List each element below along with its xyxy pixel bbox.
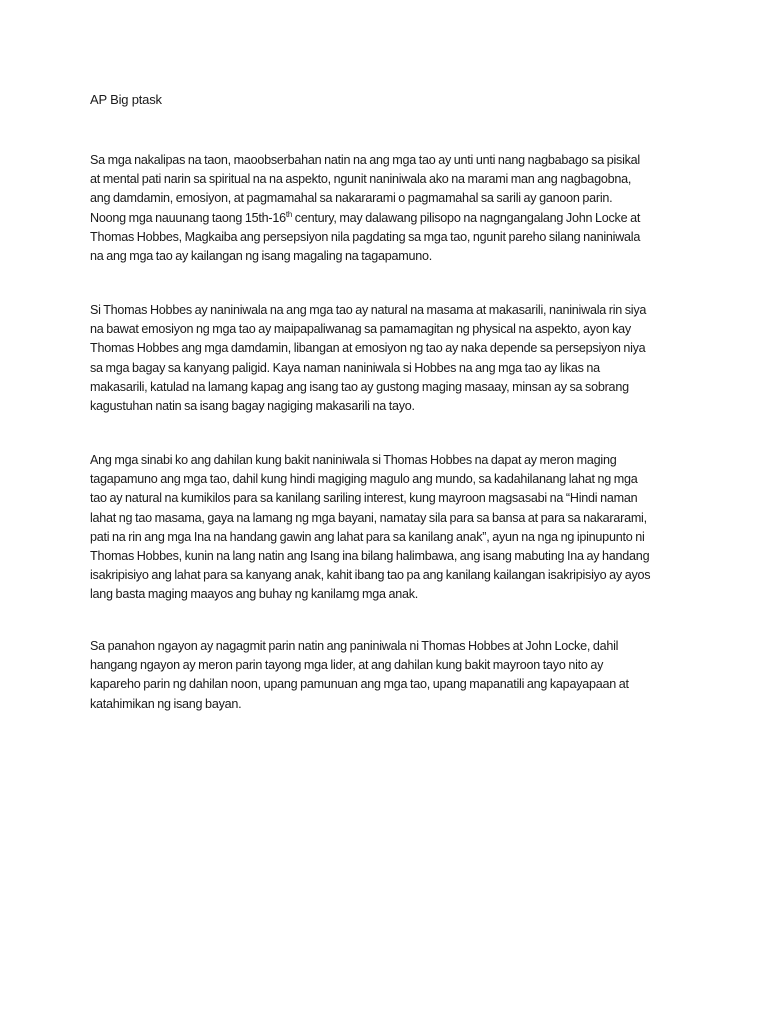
paragraph-line: lang basta maging maayos ang buhay ng kanilamg mga anak. [90,587,419,602]
paragraph-line: tao ay natural na kumikilos para sa kanilang sariling interest, kung mayroon magsasabi na “Hindi naman [90,491,638,506]
paragraph-2 [90,301,690,416]
line-text: Noong mga nauunang taong 15th-16 [90,210,286,225]
paragraph-line: ang damdamin, emosiyon, at pagmamahal sa nakararami o pagmamahal sa sarili ay ganoon parin. [90,191,613,206]
paragraph-line: hangang ngayon ay meron parin tayong mga lider, at ang dahilan kung bakit mayroon tayo nito ay [90,658,604,673]
paragraph-line: katahimikan ng isang bayan. [90,696,242,711]
paragraph-line: na bawat emosiyon ng mga tao ay maipapaliwanag sa pamamagitan ng physical na aspekto, ayon kay [90,322,631,337]
paragraph-line: Si Thomas Hobbes ay naniniwala na ang mga tao ay natural na masama at makasarili, naniniwala rin siya [90,303,647,317]
paragraph-line [90,209,690,228]
paragraph-line: isakripisiyo ang lahat para sa kanyang anak, kahit ibang tao pa ang kanilang kailangan isakripisiyo ay ayos [90,568,651,583]
paragraph-3 [90,451,690,605]
paragraph-line: Sa panahon ngayon ay nagagmit parin natin ang paniniwala ni Thomas Hobbes at John Locke, dahil [90,639,619,653]
paragraph-line: tagapamuno ang mga tao, dahil kung hindi magiging magulo ang mundo, sa kadahilanang lahat ng mga [90,472,638,487]
superscript-ordinal: th [285,209,293,219]
document-title: AP Big ptask [90,92,162,107]
paragraph-line: pati na rin ang mga Ina na handang gawin ang lahat para sa kanilang anak”, ayun na nga ng ipinupunto ni [90,529,645,544]
paragraph-line: na ang mga tao ay kailangan ng isang magaling na tagapamuno. [90,249,432,264]
line-text: century, may dalawang pilisopo na nagngangalang John Locke at [292,210,641,225]
paragraph-line: Thomas Hobbes, Magkaiba ang persepsiyon nila pagdating sa mga tao, ngunit pareho silang naniniwala [90,229,641,244]
paragraph-line: kapareho parin ng dahilan noon, upang pamunuan ang mga tao, upang mapanatili ang kapayapaan at [90,677,629,692]
paragraph-line: Thomas Hobbes ang mga damdamin, libangan at emosiyon ng tao ay naka depende sa persepsiyon niya [90,341,646,356]
paragraph-4 [90,637,690,714]
paragraph-line: sa mga bagay sa kanyang paligid. Kaya naman naniniwala si Hobbes na ang mga tao ay likas na [90,360,600,375]
paragraph-line: lahat ng tao masama, gaya na lamang ng mga bayani, namatay sila para sa bansa at para sa nakararami, [90,510,647,525]
paragraph-line: Thomas Hobbes, kunin na lang natin ang Isang ina bilang halimbawa, ang isang mabuting Ina ay handang [90,549,650,564]
paragraph-line: makasarili, katulad na lamang kapag ang isang tao ay gustong maging masaay, minsan ay sa sobrang [90,379,629,394]
paragraph-1 [90,151,690,266]
paragraph-line: at mental pati narin sa spiritual na na aspekto, ngunit naniniwala ako na marami man ang nagbagobna, [90,172,632,187]
paragraph-line: Ang mga sinabi ko ang dahilan kung bakit naniniwala si Thomas Hobbes na dapat ay meron maging [90,453,617,467]
paragraph-line: kagustuhan natin sa isang bagay nagiging makasarili na tayo. [90,399,415,414]
paragraph-line: Sa mga nakalipas na taon, maoobserbahan natin na ang mga tao ay unti unti nang nagbabago sa pisikal [90,153,640,167]
